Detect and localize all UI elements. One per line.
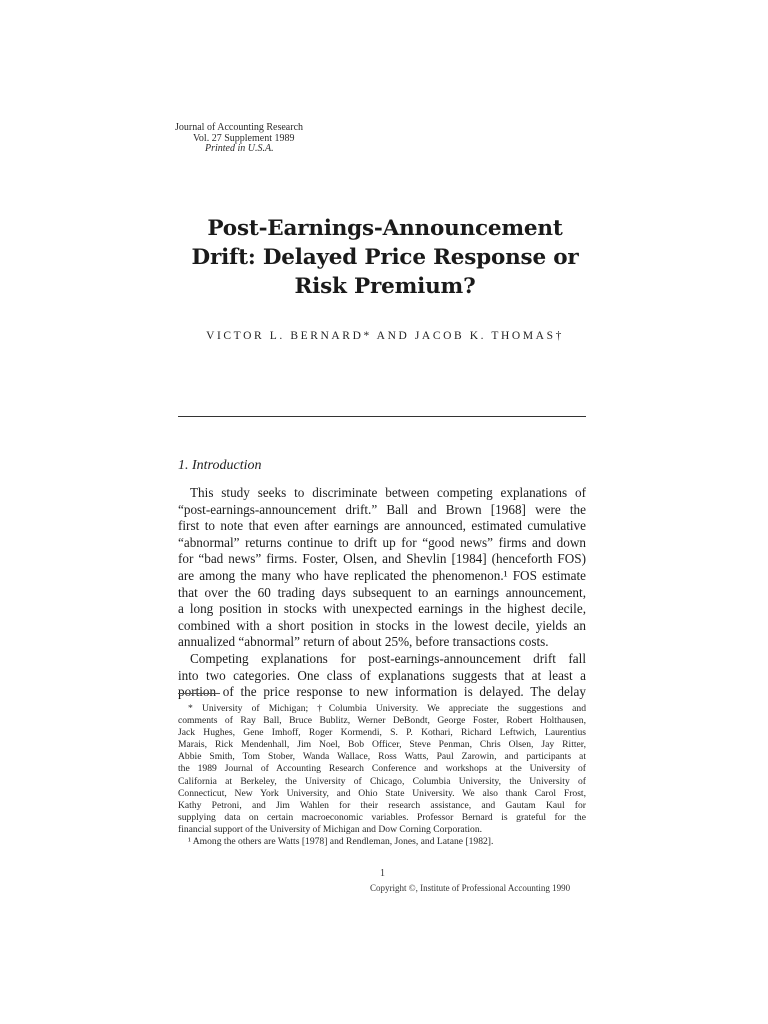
title-line: Post-Earnings-Announcement bbox=[207, 216, 563, 241]
body-line: annualized “abnormal” return of about 25%, before transactions costs. bbox=[178, 634, 549, 650]
body-line: Competing explanations for post-earnings-announcement drift fall bbox=[190, 650, 586, 666]
section-heading: 1. Introduction bbox=[178, 458, 262, 473]
body-line: “abnormal” returns continue to drift up for “good news” firms and down bbox=[178, 534, 586, 550]
footnote-line: Marais, Rick Mendenhall, Jim Noel, Bob Officer, Steve Penman, Chris Olsen, Jay Ritter, bbox=[178, 739, 586, 751]
copyright-notice: Copyright ©, Institute of Professional Accounting 1990 bbox=[370, 883, 571, 893]
body-line: that over the 60 trading days subsequent to an earnings announcement, bbox=[178, 584, 586, 600]
body-line: a long position in stocks with unexpected earnings in the highest decile, bbox=[178, 601, 586, 617]
paper-title bbox=[140, 214, 630, 301]
body-line: into two categories. One class of explanations suggests that at least a bbox=[178, 667, 586, 683]
body-line: “post-earnings-announcement drift.” Ball and Brown [1968] were the bbox=[178, 501, 586, 517]
footnote-line: ¹ Among the others are Watts [1978] and Rendleman, Jones, and Latane [1982]. bbox=[188, 836, 494, 848]
footnote-line: supplying data on certain macroeconomic variables. Professor Bernard is grateful for the bbox=[178, 811, 586, 823]
authors: VICTOR L. BERNARD* AND JACOB K. THOMAS† bbox=[206, 330, 564, 342]
footnote-line: Abbie Smith, Tom Stober, Wanda Wallace, Ross Watts, Paul Zarowin, and participants at bbox=[178, 751, 586, 763]
footnotes bbox=[178, 703, 586, 848]
footnote-line: the 1989 Journal of Accounting Research Conference and workshops at the University of bbox=[178, 763, 586, 775]
title-divider bbox=[178, 416, 586, 417]
body-line: This study seeks to discriminate between competing explanations of bbox=[190, 485, 586, 500]
journal-printed: Printed in U.S.A. bbox=[205, 143, 274, 154]
footnote-line: California at Berkeley, the University of Chicago, Columbia University, the University of bbox=[178, 775, 586, 787]
footnote-line: financial support of the University of Michigan and Dow Corning Corporation. bbox=[178, 823, 483, 835]
footnote-divider bbox=[178, 693, 220, 694]
footnote-line: comments of Ray Ball, Bruce Bublitz, Werner DeBondt, George Foster, Robert Holthausen, bbox=[178, 715, 586, 727]
title-line: Drift: Delayed Price Response or bbox=[191, 245, 579, 270]
footnote-line: Jack Hughes, Gene Imhoff, Roger Kormendi, S. P. Kothari, Richard Leftwich, Laurentius bbox=[178, 727, 586, 739]
title-line: Risk Premium? bbox=[294, 274, 476, 299]
body-line: for “bad news” firms. Foster, Olsen, and Shevlin [1984] (henceforth FOS) bbox=[178, 551, 586, 567]
body-line: portion of the price response to new information is delayed. The delay bbox=[178, 684, 586, 700]
body-line: are among the many who have replicated the phenomenon.¹ FOS estimate bbox=[178, 567, 586, 583]
body-line: combined with a short position in stocks in the lowest decile, yields an bbox=[178, 617, 586, 633]
journal-header bbox=[175, 123, 303, 155]
body-line: first to note that even after earnings are announced, estimated cumulative bbox=[178, 518, 586, 534]
footnote-line: Connecticut, New York University, and Ohio State University. We also thank Carol Frost, bbox=[178, 787, 586, 799]
journal-name: Journal of Accounting Research bbox=[175, 122, 304, 133]
page-number: 1 bbox=[380, 868, 385, 879]
footnote-line: Kathy Petroni, and Jim Wahlen for their research assistance, and Gautam Kaul for bbox=[178, 799, 586, 811]
body-text bbox=[178, 485, 586, 701]
footnote-line: * University of Michigan; †Columbia University. We appreciate the suggestions and bbox=[188, 703, 586, 714]
journal-volume: Vol. 27 Supplement 1989 bbox=[193, 132, 295, 144]
